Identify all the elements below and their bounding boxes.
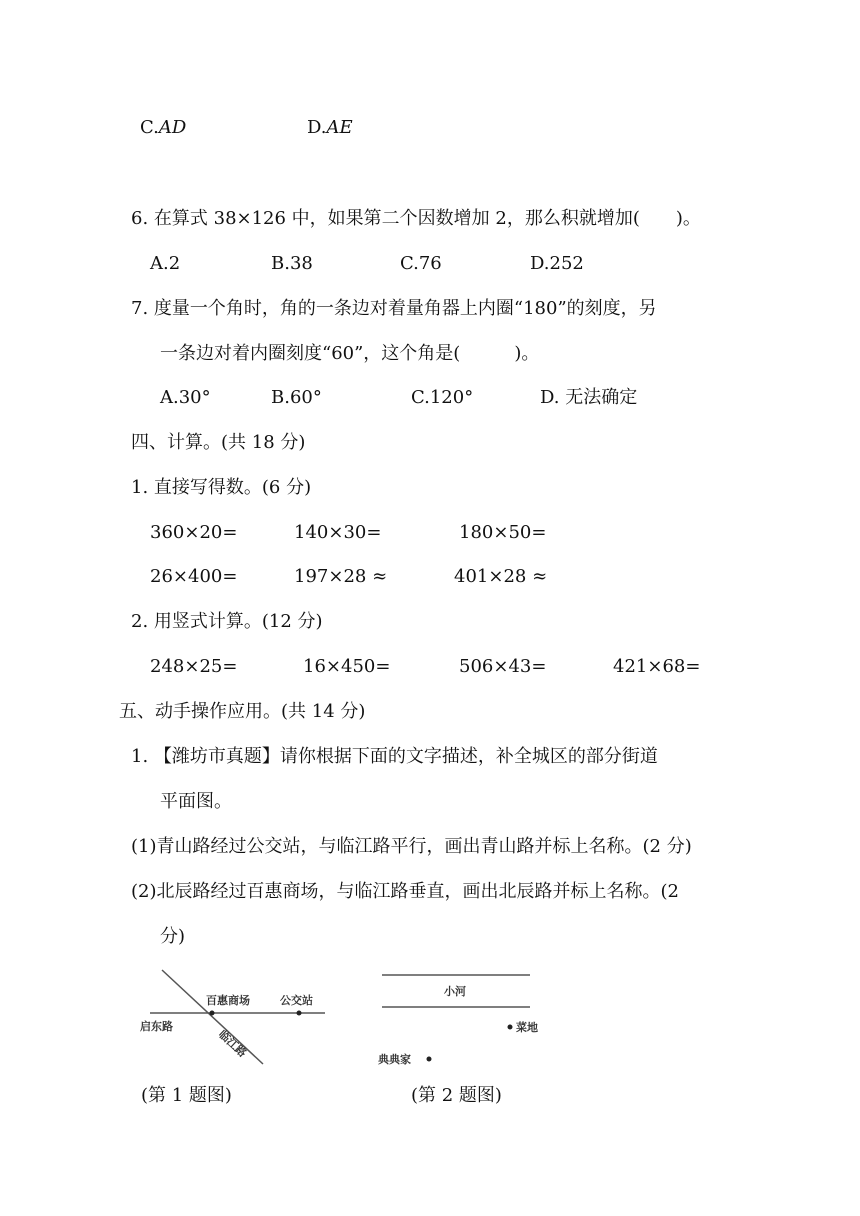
vertical-calc-item: 16×450= (303, 656, 391, 677)
store-label: 百惠商场 (206, 994, 250, 1007)
mental-math-item: 140×30= (294, 522, 382, 543)
q7-option-d: D. 无法确定 (540, 387, 638, 408)
q7-option-b: B.60° (271, 387, 322, 408)
q6-option-a: A.2 (150, 253, 181, 274)
figure2-street-map (370, 960, 560, 1075)
vertical-calc-item: 248×25= (150, 656, 238, 677)
section5-q1-line1: 1. 【潍坊市真题】请你根据下面的文字描述，补全城区的部分街道 (131, 746, 658, 767)
home-point (427, 1057, 432, 1062)
section5-title: 五、动手操作应用。(共 14 分) (119, 701, 366, 722)
bus-stop-point (297, 1011, 302, 1016)
river-label: 小河 (444, 985, 466, 998)
figure1-street-map (130, 960, 340, 1075)
section4-part1-title: 1. 直接写得数。(6 分) (131, 477, 312, 498)
vertical-calc-item: 506×43= (459, 656, 547, 677)
q7-line2: 一条边对着内圈刻度“60”，这个角是( )。 (160, 343, 540, 364)
mental-math-item: 180×50= (459, 522, 547, 543)
figure2-caption: (第 2 题图) (411, 1085, 502, 1106)
mental-math-item: 26×400= (150, 566, 238, 587)
q6-option-b: B.38 (271, 253, 313, 274)
vertical-calc-item: 421×68= (613, 656, 701, 677)
section5-sub2-line2: 分) (160, 926, 186, 947)
mental-math-item: 197×28 ≈ (294, 566, 388, 587)
linjiang-road-label: 临江路 (215, 1027, 249, 1060)
bus-stop-label: 公交站 (280, 994, 313, 1007)
vegetable-field-label: 菜地 (516, 1021, 538, 1034)
store-point (210, 1011, 215, 1016)
qidong-road-label: 启东路 (140, 1020, 173, 1033)
q6-option-c: C.76 (400, 253, 442, 274)
q5-option-d: D.AE (307, 117, 353, 138)
q7-line1: 7. 度量一个角时，角的一条边对着量角器上内圈“180”的刻度，另 (131, 298, 657, 319)
section4-title: 四、计算。(共 18 分) (131, 432, 306, 453)
q5-option-c: C.AD (140, 117, 187, 138)
mental-math-item: 360×20= (150, 522, 238, 543)
figure1-caption: (第 1 题图) (141, 1085, 232, 1106)
section5-sub2-line1: (2)北辰路经过百惠商场，与临江路垂直，画出北辰路并标上名称。(2 (131, 881, 679, 902)
section5-q1-line2: 平面图。 (160, 791, 232, 812)
section5-sub1: (1)青山路经过公交站，与临江路平行，画出青山路并标上名称。(2 分) (131, 836, 692, 857)
q6-text: 6. 在算式 38×126 中，如果第二个因数增加 2，那么积就增加( )。 (131, 208, 701, 229)
q7-option-a: A.30° (160, 387, 211, 408)
home-label: 典典家 (378, 1053, 411, 1066)
section4-part2-title: 2. 用竖式计算。(12 分) (131, 611, 323, 632)
q6-option-d: D.252 (530, 253, 584, 274)
vegetable-field-point (508, 1025, 513, 1030)
mental-math-item: 401×28 ≈ (454, 566, 548, 587)
q7-option-c: C.120° (411, 387, 474, 408)
